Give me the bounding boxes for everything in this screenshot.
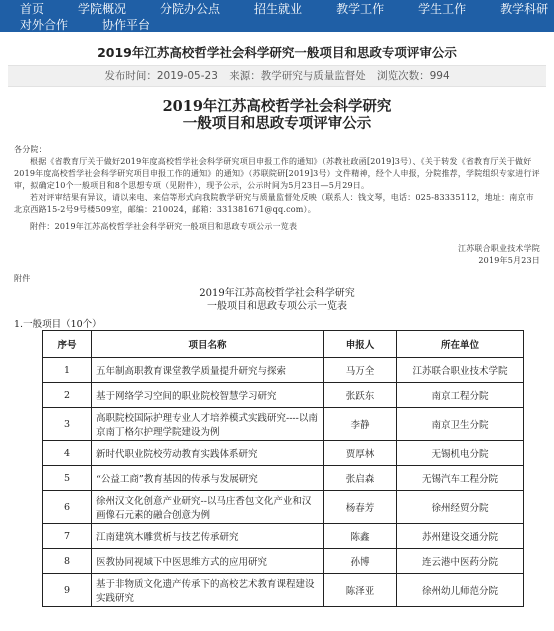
- row-unit: 徐州经贸分院: [397, 491, 524, 524]
- header-applicant: 申报人: [324, 331, 397, 358]
- row-applicant: 张启森: [324, 466, 397, 491]
- table-row: [43, 491, 524, 524]
- nav-item-teaching[interactable]: 教学工作: [336, 1, 385, 16]
- row-applicant: 孙博: [324, 549, 397, 574]
- nav-item-branch-offices[interactable]: 分院办公点: [160, 1, 221, 16]
- top-nav: [0, 0, 554, 32]
- salutation: 各分院：: [14, 145, 47, 154]
- nav-item-research[interactable]: 教学科研: [500, 1, 549, 16]
- table-heading-line2: 一般项目和思政专项公示一览表: [207, 301, 347, 312]
- row-index: 4: [43, 441, 92, 466]
- table-row: [43, 466, 524, 491]
- row-index: 9: [43, 574, 92, 607]
- table-row: [43, 441, 524, 466]
- row-index: 5: [43, 466, 92, 491]
- row-unit: 南京工程分院: [397, 383, 524, 408]
- article-meta: [8, 65, 546, 87]
- nav-item-platform[interactable]: 协作平台: [102, 17, 151, 32]
- row-index: 3: [43, 408, 92, 441]
- document-title: [0, 98, 554, 132]
- table-heading: [0, 287, 554, 313]
- row-project-name: 医教协同视域下中医思维方式的应用研究: [92, 549, 324, 574]
- row-unit: 徐州幼儿师范分院: [397, 574, 524, 607]
- row-applicant: 马万全: [324, 358, 397, 383]
- view-count: 浏览次数：994: [377, 70, 450, 82]
- row-applicant: 陈鑫: [324, 524, 397, 549]
- table-row: [43, 383, 524, 408]
- row-project-name: 基于非物质文化遗产传承下的高校艺术教育课程建设实践研究: [92, 574, 324, 607]
- document-title-line2: 一般项目和思政专项评审公示: [182, 115, 372, 132]
- table-row: [43, 549, 524, 574]
- table-row: [43, 574, 524, 607]
- row-unit: 连云港中医药分院: [397, 549, 524, 574]
- row-project-name: 基于网络学习空间的职业院校智慧学习研究: [92, 383, 324, 408]
- row-project-name: 高职院校国际护理专业人才培养模式实践研究----以南京南丁格尔护理学院建设为例: [92, 408, 324, 441]
- row-index: 2: [43, 383, 92, 408]
- header-project-name: 项目名称: [92, 331, 324, 358]
- header-index: 序号: [43, 331, 92, 358]
- row-applicant: 贾厚林: [324, 441, 397, 466]
- table-row: [43, 524, 524, 549]
- table-heading-line1: 2019年江苏高校哲学社会科学研究: [199, 288, 355, 299]
- body-paragraph-1: 根据《省教育厅关于做好2019年度高校哲学社会科学研究项目申报工作的通知》（苏教社政函[2019]3号）、《关于转发《省教育厅关于做好2019年度高校哲学社会科学研究项目申报工作的通知》的通知》（苏联院研[2019]3号）文件精神，经个人申报，分院推荐，学院组织专家进行评审，拟确定10个一般项目和8个思想专项（见附件），现予公示，公示时间为5月23日—5月29日。: [14, 157, 540, 190]
- row-index: 6: [43, 491, 92, 524]
- nav-item-cooperation[interactable]: 对外合作: [20, 17, 69, 32]
- row-unit: 南京卫生分院: [397, 408, 524, 441]
- row-unit: 无锡汽车工程分院: [397, 466, 524, 491]
- project-table: [42, 330, 524, 607]
- header-unit: 所在单位: [397, 331, 524, 358]
- row-project-name: 徐州汉文化创意产业研究--以马庄香包文化产业和汉画像石元素的融合创意为例: [92, 491, 324, 524]
- publish-time: 发布时间：2019-05-23: [104, 70, 218, 82]
- row-applicant: 陈泽亚: [324, 574, 397, 607]
- section-label: 1.一般项目（10个）: [14, 319, 102, 330]
- row-applicant: 杨春芳: [324, 491, 397, 524]
- nav-row-2: [0, 16, 554, 32]
- row-project-name: 新时代职业院校劳动教育实践体系研究: [92, 441, 324, 466]
- nav-item-home[interactable]: 首页: [20, 1, 45, 16]
- table-row: [43, 358, 524, 383]
- row-index: 1: [43, 358, 92, 383]
- document-body: [0, 144, 554, 285]
- annex-label: 附件: [14, 274, 31, 283]
- row-index: 7: [43, 524, 92, 549]
- nav-row-1: [0, 0, 554, 16]
- nav-item-overview[interactable]: 学院概况: [78, 1, 127, 16]
- nav-item-student-affairs[interactable]: 学生工作: [418, 1, 467, 16]
- table-header-row: [43, 331, 524, 358]
- row-project-name: 江南建筑木雕赏析与技艺传承研究: [92, 524, 324, 549]
- row-unit: 无锡机电分院: [397, 441, 524, 466]
- row-applicant: 张跃东: [324, 383, 397, 408]
- document-title-line1: 2019年江苏高校哲学社会科学研究: [162, 98, 392, 115]
- source: 来源：教学研究与质量监督处: [229, 70, 366, 82]
- row-unit: 江苏联合职业技术学院: [397, 358, 524, 383]
- row-unit: 苏州建设交通分院: [397, 524, 524, 549]
- row-applicant: 李静: [324, 408, 397, 441]
- attachment-note: 附件：2019年江苏高校哲学社会科学研究一般项目和思政专项公示一览表: [30, 222, 298, 231]
- row-project-name: 五年制高职教育课堂教学质量提升研究与探索: [92, 358, 324, 383]
- sign-date: 2019年5月23日: [478, 256, 540, 265]
- row-index: 8: [43, 549, 92, 574]
- body-paragraph-2: 若对评审结果有异议，请以来电、来信等形式向我院教学研究与质量监督处反映（联系人：钱文琴，电话：025-83335112，地址：南京市北京西路15-2号9号楼509室，邮编：210024，邮箱：331381671@qq.com）。: [14, 193, 534, 214]
- nav-item-admissions[interactable]: 招生就业: [254, 1, 303, 16]
- table-row: [43, 408, 524, 441]
- page-title: 2019年江苏高校哲学社会科学研究一般项目和思政专项评审公示: [97, 45, 457, 60]
- row-project-name: “公益工商”教育基因的传承与发展研究: [92, 466, 324, 491]
- signature: 江苏联合职业技术学院: [458, 244, 540, 253]
